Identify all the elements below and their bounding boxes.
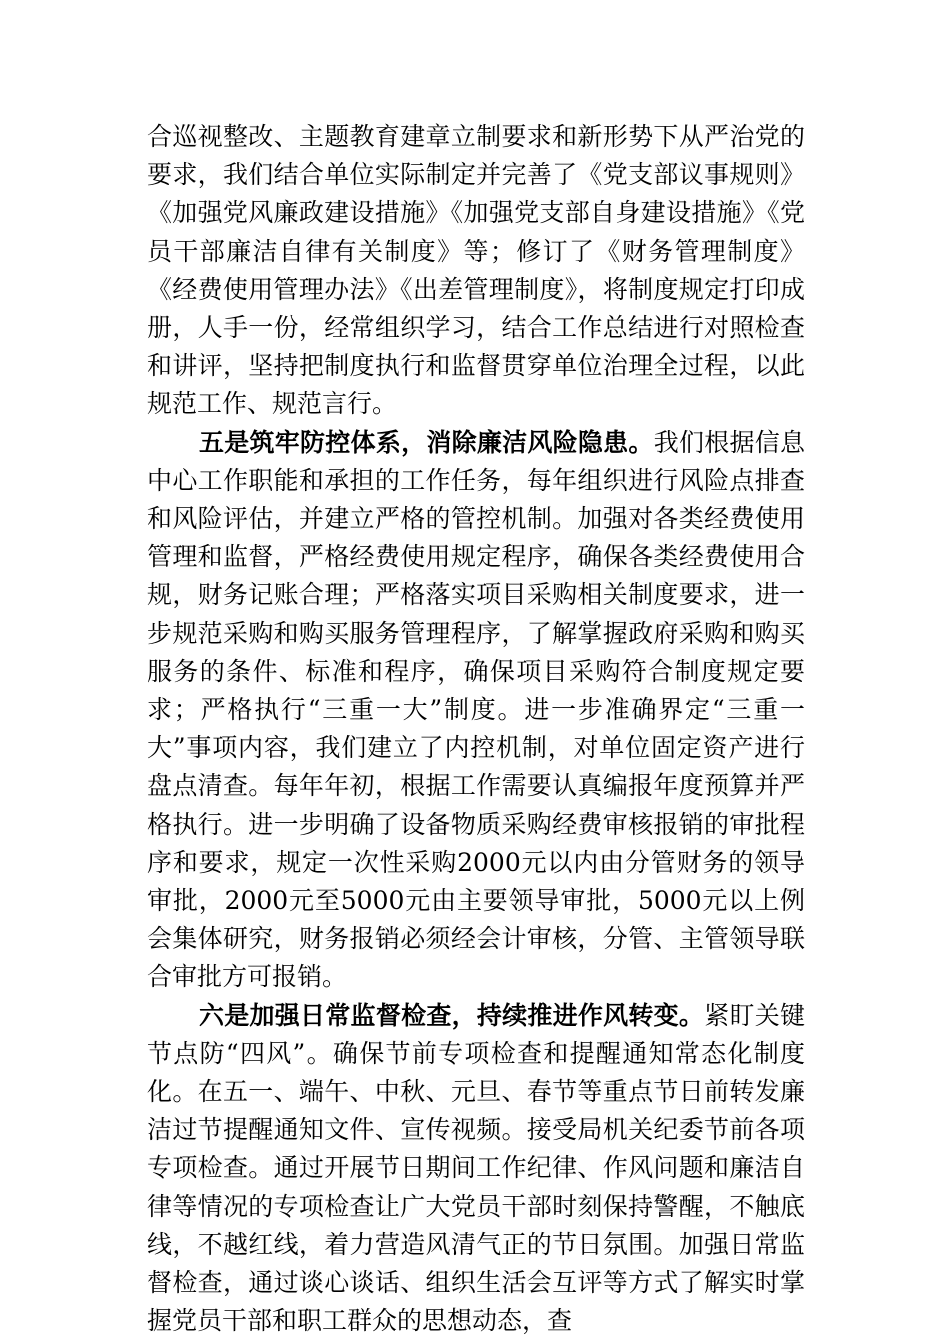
paragraph-lead-heading: 五是筑牢防控体系，消除廉洁风险隐患。: [199, 427, 654, 457]
paragraph-text: 我们根据信息中心工作职能和承担的工作任务，每年组织进行风险点排查和风险评估，并建立严格的管控机制。加强对各类经费使用管理和监督，严格经费使用规定程序，确保各类经费使用合规，财务记账合理；严格落实项目采购相关制度要求，进一步规范采购和购买服务管理程序，了解掌握政府采购和购买服务的条件、标准和程序，确保项目采购符合制度规定要求；严格执行“三重一大”制度。进一步准确界定“三重一大”事项内容，我们建立了内控机制，对单位固定资产进行盘点清查。每年年初，根据工作需要认真编报年度预算并严格执行。进一步明确了设备物质采购经费审核报销的审批程序和要求，规定一次性采购2000元以内由分管财务的领导审批，2000元至5000元由主要领导审批，5000元以上例会集体研究，财务报销必须经会计审核，分管、主管领导联合审批方可报销。: [147, 427, 805, 992]
document-page: [147, 118, 805, 1341]
paragraph-continued: [147, 118, 805, 424]
paragraph-item-six: [147, 997, 805, 1341]
paragraph-item-five: [147, 424, 805, 997]
paragraph-text: 合巡视整改、主题教育建章立制要求和新形势下从严治党的要求，我们结合单位实际制定并完善了《党支部议事规则》《加强党风廉政建设措施》《加强党支部自身建设措施》《党员干部廉洁自律有关制度》等；修订了《财务管理制度》《经费使用管理办法》《出差管理制度》，将制度规定打印成册，人手一份，经常组织学习，结合工作总结进行对照检查和讲评，坚持把制度执行和监督贯穿单位治理全过程，以此规范工作、规范言行。: [147, 122, 805, 419]
paragraph-lead-heading: 六是加强日常监督检查，持续推进作风转变。: [199, 1000, 705, 1030]
paragraph-text: 紧盯关键节点防“四风”。确保节前专项检查和提醒通知常态化制度化。在五一、端午、中秋、元旦、春节等重点节日前转发廉洁过节提醒通知文件、宣传视频。接受局机关纪委节前各项专项检查。通过开展节日期间工作纪律、作风问题和廉洁自律等情况的专项检查让广大党员干部时刻保持警醒，不触底线，不越红线，着力营造风清气正的节日氛围。加强日常监督检查，通过谈心谈话、组织生活会互评等方式了解实时掌握党员干部和职工群众的思想动态，查: [147, 1000, 805, 1336]
